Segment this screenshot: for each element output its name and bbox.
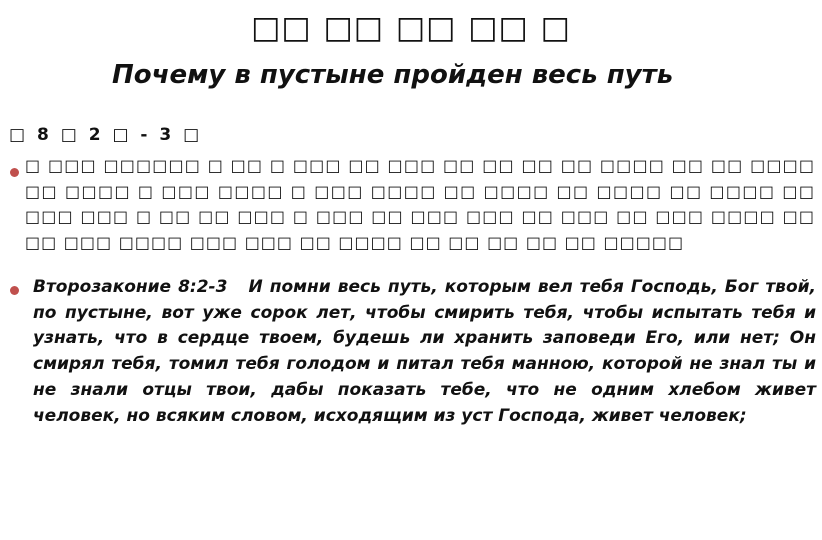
scripture-reference-cjk: □ 8 □ 2 □ - 3 □: [9, 125, 203, 145]
scripture-reference-russian: Второзаконие 8:2-3: [33, 277, 228, 297]
slide-title-russian: Почему в пустыне пройден весь путь: [112, 60, 674, 90]
scripture-quote-russian: И помни весь путь, которым вел тебя Господь, Бог твой, по пустыне, вот уже сорок лет, чтобы смирить тебя, чтобы испытать тебя и узнать, что в сердце твоем, будешь ли хранить заповеди Его, или нет; Он смирял тебя, томил тебя голодом и питал тебя манною, которой не знал ты и не знали отцы твои, дабы показать тебе, что не одним хлебом живет человек, но всяким словом, исходящим из уст Господа, живет человек;: [33, 277, 816, 426]
bullet-dot-icon: [10, 286, 19, 295]
bullet-text-cjk: □ □□□ □□□□□□ □ □□ □ □□□ □□ □□□ □□ □□ □□ □□ □□□□ □□ □□ □□□□ □□ □□□□ □ □□□ □□□□ □ □□□ □□□□ □□ □□□□ □□ □□□□ □□ □□□□ □□ □□□ □□□ □ □□ □□ □□□ □ □□□ □□ □□□ □□□ □□ □□□ □□ □□□ □□□□ □□ □□ □□□ □□□□ □□□ □□□ □□ □□□□ □□ □□ □□ □□ □□ □□□□□: [25, 156, 815, 252]
bullet-text-russian: [33, 275, 816, 429]
slide-title-cjk: □□ □□ □□ □□ □: [251, 10, 571, 46]
bullet-dot-icon: [10, 168, 19, 177]
